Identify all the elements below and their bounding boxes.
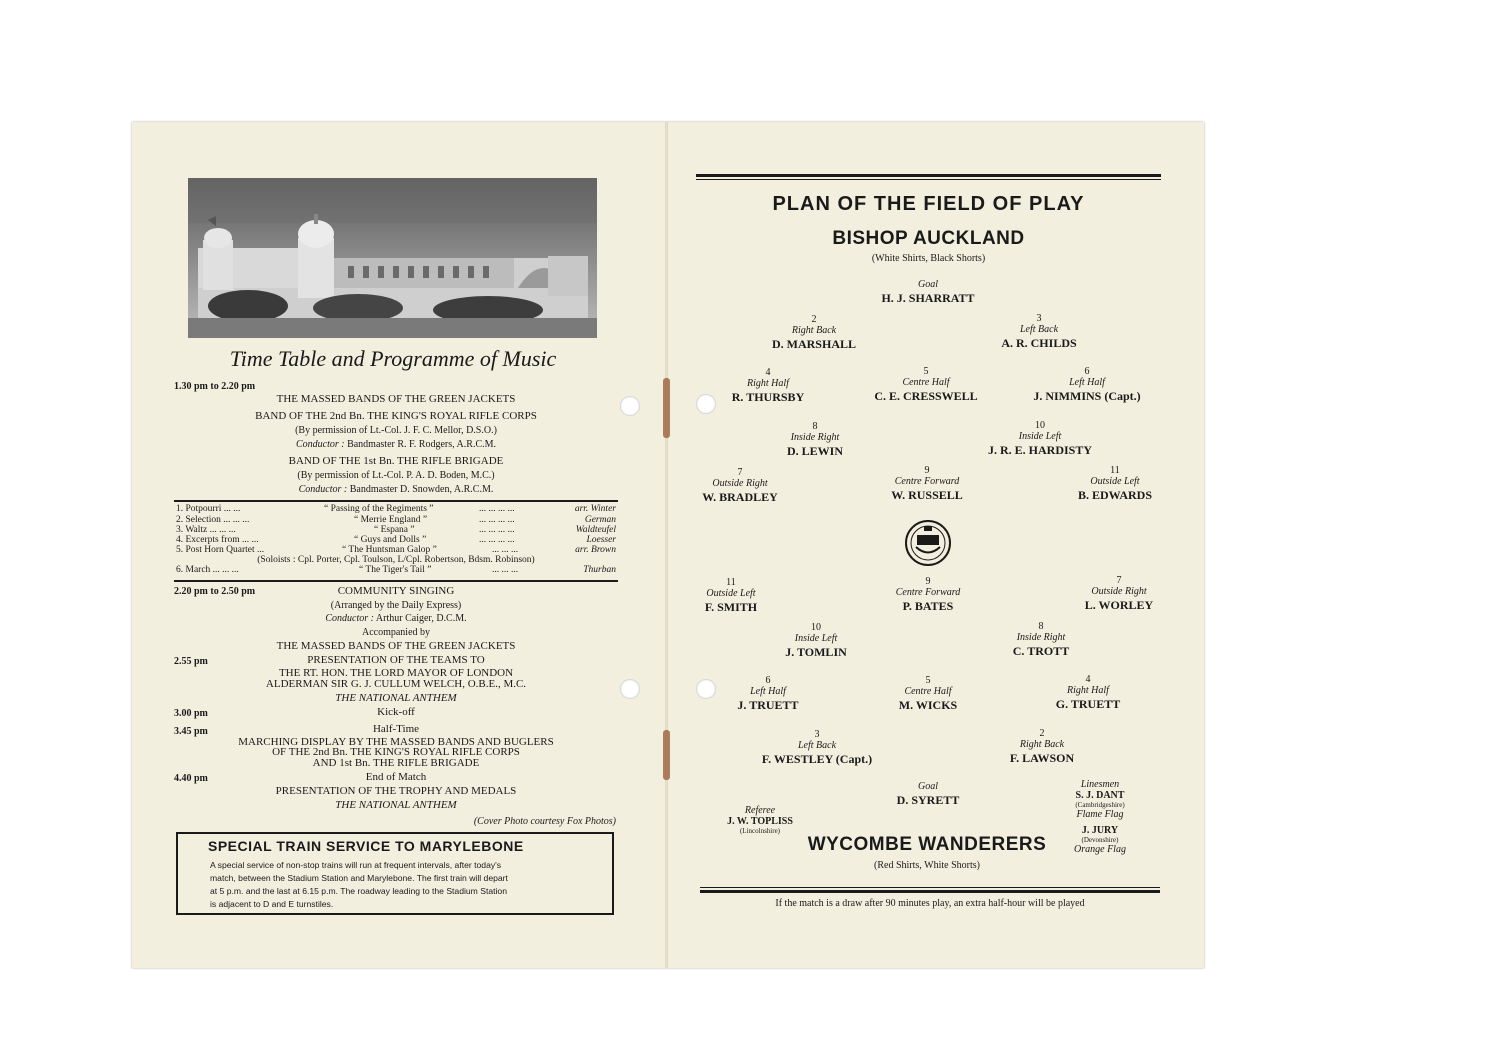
end-label: End of Match xyxy=(365,771,427,783)
item-dots: ... ... ... xyxy=(492,565,519,575)
player-name: D. LEWIN xyxy=(786,444,843,458)
player-number: 4 xyxy=(765,367,771,378)
player-name: L. WORLEY xyxy=(1084,598,1154,612)
player-position: Inside Left xyxy=(1018,431,1062,442)
slot1-line: THE MASSED BANDS OF THE GREEN JACKETS xyxy=(276,393,516,405)
player-number: 9 xyxy=(924,465,930,476)
time-slot-3: 2.55 pm xyxy=(174,656,208,667)
time-slot-4: 3.00 pm xyxy=(174,708,208,719)
player-name: F. SMITH xyxy=(704,600,758,614)
player-position: Centre Half xyxy=(902,377,950,388)
slot2-line: COMMUNITY SINGING xyxy=(337,585,455,597)
player-inside-right xyxy=(941,621,1141,658)
item-title: 5. Post Horn Quartet ... xyxy=(176,545,265,555)
player-position: Left Back xyxy=(1019,324,1059,335)
referee-county: (Lincolnshire) xyxy=(739,827,781,835)
player-centre-forward xyxy=(828,576,1028,613)
slot3-anthem: THE NATIONAL ANTHEM xyxy=(335,692,457,704)
player-number: 3 xyxy=(1036,313,1042,324)
referee-label: Referee xyxy=(744,805,776,816)
item-piece: “ Guys and Dolls ” xyxy=(354,535,427,545)
slot2-conductor xyxy=(174,613,618,624)
conductor-label: Conductor : xyxy=(325,613,374,624)
linesman-name: S. J. DANT xyxy=(1075,790,1125,801)
player-number: 10 xyxy=(1035,420,1045,431)
centre-crest-icon xyxy=(904,518,952,568)
slot2-line: (Arranged by the Daily Express) xyxy=(330,600,462,611)
player-name: W. BRADLEY xyxy=(702,490,778,504)
extra-time-note: If the match is a draw after 90 minutes play, an extra half-hour will be played xyxy=(775,898,1085,909)
train-text-line: A special service of non-stop trains will run at frequent intervals, after today's xyxy=(210,860,502,870)
item-title: 1. Potpourri ... ... xyxy=(176,504,241,514)
player-name: P. BATES xyxy=(902,599,954,613)
item-composer: Waldteufel xyxy=(575,525,616,535)
linesman-flag: Orange Flag xyxy=(1074,844,1126,855)
time-slot-6: 4.40 pm xyxy=(174,773,208,784)
train-title: SPECIAL TRAIN SERVICE TO MARYLEBONE xyxy=(208,838,524,854)
linesman-flag: Flame Flag xyxy=(1076,809,1124,820)
player-goal xyxy=(828,279,1028,305)
time-slot-5: 3.45 pm xyxy=(174,726,208,737)
player-left-back xyxy=(939,313,1139,350)
player-name: B. EDWARDS xyxy=(1077,488,1152,502)
slot6-line: PRESENTATION OF THE TROPHY AND MEDALS xyxy=(275,785,517,797)
player-number: 7 xyxy=(1116,575,1122,586)
slot3-line: THE RT. HON. THE LORD MAYOR OF LONDON xyxy=(278,667,514,679)
player-name: G. TRUETT xyxy=(1055,697,1121,711)
player-position: Right Half xyxy=(747,378,789,389)
player-position: Outside Right xyxy=(1091,586,1147,597)
player-centre-forward xyxy=(827,465,1027,502)
item-title: 6. March ... ... ... xyxy=(176,565,239,575)
player-name: W. RUSSELL xyxy=(891,488,963,502)
player-name: J. TRUETT xyxy=(737,698,799,712)
slot3-line: PRESENTATION OF THE TEAMS TO xyxy=(307,654,485,666)
item-piece: “ Passing of the Regiments ” xyxy=(324,504,434,514)
player-position: Inside Right xyxy=(790,432,840,443)
conductor-label: Conductor : xyxy=(298,484,348,495)
player-position: Centre Forward xyxy=(894,476,960,487)
slot3-line: ALDERMAN SIR G. J. CULLUM WELCH, O.B.E., M.C. xyxy=(265,678,527,690)
player-name: D. MARSHALL xyxy=(771,337,856,351)
top-rule xyxy=(696,179,1161,180)
bottom-rule xyxy=(700,890,1160,893)
train-text xyxy=(210,859,508,911)
player-name: H. J. SHARRATT xyxy=(881,291,975,305)
player-inside-left xyxy=(716,622,916,659)
player-number: 5 xyxy=(925,675,931,686)
slot2-line: Accompanied by xyxy=(361,627,431,638)
player-number: 11 xyxy=(1110,465,1120,476)
slot1-line: BAND OF THE 2nd Bn. THE KING'S ROYAL RIFLE CORPS xyxy=(255,410,537,422)
player-number: 8 xyxy=(1038,621,1044,632)
player-number: 10 xyxy=(811,622,821,633)
player-position: Left Half xyxy=(750,686,786,697)
player-inside-left xyxy=(940,420,1140,457)
time-slot-2: 2.20 pm to 2.50 pm xyxy=(174,586,256,597)
player-number: 7 xyxy=(737,467,743,478)
slot1-line: BAND OF THE 1st Bn. THE RIFLE BRIGADE xyxy=(288,455,504,467)
divider xyxy=(174,580,618,582)
slot1-line: (By permission of Lt.-Col. P. A. D. Boden, M.C.) xyxy=(297,470,495,481)
item-composer: German xyxy=(584,515,616,525)
item-composer: Loesser xyxy=(586,535,616,545)
player-position: Centre Forward xyxy=(895,587,961,598)
kickoff-label: Kick-off xyxy=(377,706,415,718)
slot1-line: (By permission of Lt.-Col. J. F. C. Mellor, D.S.O.) xyxy=(295,425,497,436)
player-position: Right Back xyxy=(791,325,837,336)
player-name: J. NIMMINS (Capt.) xyxy=(1033,389,1141,403)
player-inside-right xyxy=(715,421,915,458)
staple-rust-mark xyxy=(663,730,670,780)
music-item xyxy=(174,504,618,515)
player-number: 4 xyxy=(1085,674,1091,685)
player-number: 6 xyxy=(1084,366,1090,377)
player-position: Outside Left xyxy=(1090,476,1140,487)
player-name: A. R. CHILDS xyxy=(1001,336,1077,350)
conductor-name: Arthur Caiger, D.C.M. xyxy=(375,613,467,624)
team1-kit: (White Shirts, Black Shorts) xyxy=(871,253,986,264)
item-piece: “ The Tiger's Tail ” xyxy=(359,565,432,575)
conductor-name: Bandmaster R. F. Rodgers, A.R.C.M. xyxy=(347,439,497,450)
conductor-label: Conductor : xyxy=(295,439,345,450)
player-position: Left Half xyxy=(1069,377,1105,388)
item-dots: ... ... ... ... xyxy=(479,515,515,525)
item-piece: “ Espana ” xyxy=(374,525,415,535)
linesman-name: J. JURY xyxy=(1081,825,1119,836)
slot2-line: THE MASSED BANDS OF THE GREEN JACKETS xyxy=(276,640,516,652)
soloists: (Soloists : Cpl. Porter, Cpl. Toulson, L/Cpl. Robertson, Bdsm. Robinson) xyxy=(257,555,535,565)
linesman-county: (Cambridgeshire) xyxy=(1075,801,1125,809)
referee-name: J. W. TOPLISS xyxy=(727,816,793,827)
stadium-photo xyxy=(188,178,597,338)
slot1-conductor xyxy=(174,439,618,450)
item-dots: ... ... ... xyxy=(492,545,519,555)
player-name: D. SYRETT xyxy=(896,793,960,807)
player-left-back xyxy=(717,729,917,766)
item-dots: ... ... ... ... xyxy=(479,504,515,514)
player-name: J. R. E. HARDISTY xyxy=(987,443,1092,457)
player-number: 3 xyxy=(814,729,820,740)
team2-name: WYCOMBE WANDERERS xyxy=(807,834,1047,855)
player-name: C. TROTT xyxy=(1012,644,1070,658)
player-position: Right Half xyxy=(1067,685,1109,696)
player-name: F. LAWSON xyxy=(1009,751,1075,765)
punch-hole xyxy=(620,396,640,416)
train-text-line: match, between the Stadium Station and Marylebone. The first train will depart xyxy=(210,873,508,883)
player-number: 5 xyxy=(923,366,929,377)
player-number: 8 xyxy=(812,421,818,432)
player-right-back xyxy=(942,728,1142,765)
player-right-back xyxy=(714,314,914,351)
player-position: Goal xyxy=(918,781,938,792)
train-text-line: is adjacent to D and E turnstiles. xyxy=(210,899,334,909)
item-composer: arr. Winter xyxy=(574,504,616,514)
player-number: 6 xyxy=(765,675,771,686)
player-name: C. E. CRESSWELL xyxy=(874,389,978,403)
halftime-label: Half-Time xyxy=(372,723,420,735)
player-number: 2 xyxy=(811,314,817,325)
player-name: J. TOMLIN xyxy=(785,645,847,659)
item-composer: arr. Brown xyxy=(575,545,616,555)
item-dots: ... ... ... ... xyxy=(479,525,515,535)
slot5-line: OF THE 2nd Bn. THE KING'S ROYAL RIFLE CORPS xyxy=(272,746,520,758)
player-position: Centre Half xyxy=(904,686,952,697)
player-right-half xyxy=(988,674,1188,711)
player-name: R. THURSBY xyxy=(731,390,805,404)
train-text-line: at 5 p.m. and the last at 6.15 p.m. The roadway leading to the Stadium Station xyxy=(210,886,507,896)
time-slot-1: 1.30 pm to 2.20 pm xyxy=(174,381,256,392)
player-outside-right xyxy=(640,467,840,504)
player-number: 2 xyxy=(1039,728,1045,739)
centre-fold xyxy=(665,122,668,968)
player-outside-left xyxy=(1015,465,1215,502)
top-rule xyxy=(696,174,1161,177)
slot1-conductor xyxy=(174,484,618,495)
item-dots: ... ... ... ... xyxy=(479,535,515,545)
item-title: 3. Waltz ... ... ... xyxy=(176,525,236,535)
player-number: 11 xyxy=(726,577,736,588)
player-number: 9 xyxy=(925,576,931,587)
field-plan-title: PLAN OF THE FIELD OF PLAY xyxy=(772,193,1085,215)
photo-credit: (Cover Photo courtesy Fox Photos) xyxy=(473,816,616,827)
player-outside-right xyxy=(1019,575,1219,612)
slot5-line: MARCHING DISPLAY BY THE MASSED BANDS AND BUGLERS xyxy=(238,736,554,748)
slot6-anthem: THE NATIONAL ANTHEM xyxy=(335,799,457,811)
player-position: Right Back xyxy=(1019,739,1065,750)
divider xyxy=(174,500,618,502)
player-position: Outside Left xyxy=(706,588,756,599)
programme-title: Time Table and Programme of Music xyxy=(229,346,557,371)
player-name: M. WICKS xyxy=(898,698,958,712)
player-goal xyxy=(828,781,1028,807)
player-position: Outside Right xyxy=(712,478,768,489)
player-outside-left xyxy=(631,577,831,614)
linesman-county: (Devonshire) xyxy=(1081,836,1119,844)
music-item xyxy=(174,565,618,576)
item-piece: “ Merrie England ” xyxy=(354,515,428,525)
player-position: Inside Left xyxy=(794,633,838,644)
train-box xyxy=(176,832,614,915)
player-position: Left Back xyxy=(797,740,837,751)
referee-block xyxy=(700,805,820,835)
player-left-half xyxy=(987,366,1187,403)
item-title: 2. Selection ... ... ... xyxy=(176,515,250,525)
player-position: Inside Right xyxy=(1016,632,1066,643)
item-title: 4. Excerpts from ... ... xyxy=(176,535,259,545)
player-position: Goal xyxy=(918,279,938,290)
team1-name: BISHOP AUCKLAND xyxy=(832,228,1025,249)
player-name: F. WESTLEY (Capt.) xyxy=(761,752,873,766)
punch-hole xyxy=(620,679,640,699)
linesmen-label: Linesmen xyxy=(1080,779,1120,790)
item-composer: Thurban xyxy=(583,565,616,575)
slot5-line: AND 1st Bn. THE RIFLE BRIGADE xyxy=(312,757,480,769)
item-piece: “ The Huntsman Galop ” xyxy=(342,545,437,555)
conductor-name: Bandmaster D. Snowden, A.R.C.M. xyxy=(349,484,494,495)
bottom-rule xyxy=(700,887,1160,888)
team2-kit: (Red Shirts, White Shorts) xyxy=(874,860,980,871)
